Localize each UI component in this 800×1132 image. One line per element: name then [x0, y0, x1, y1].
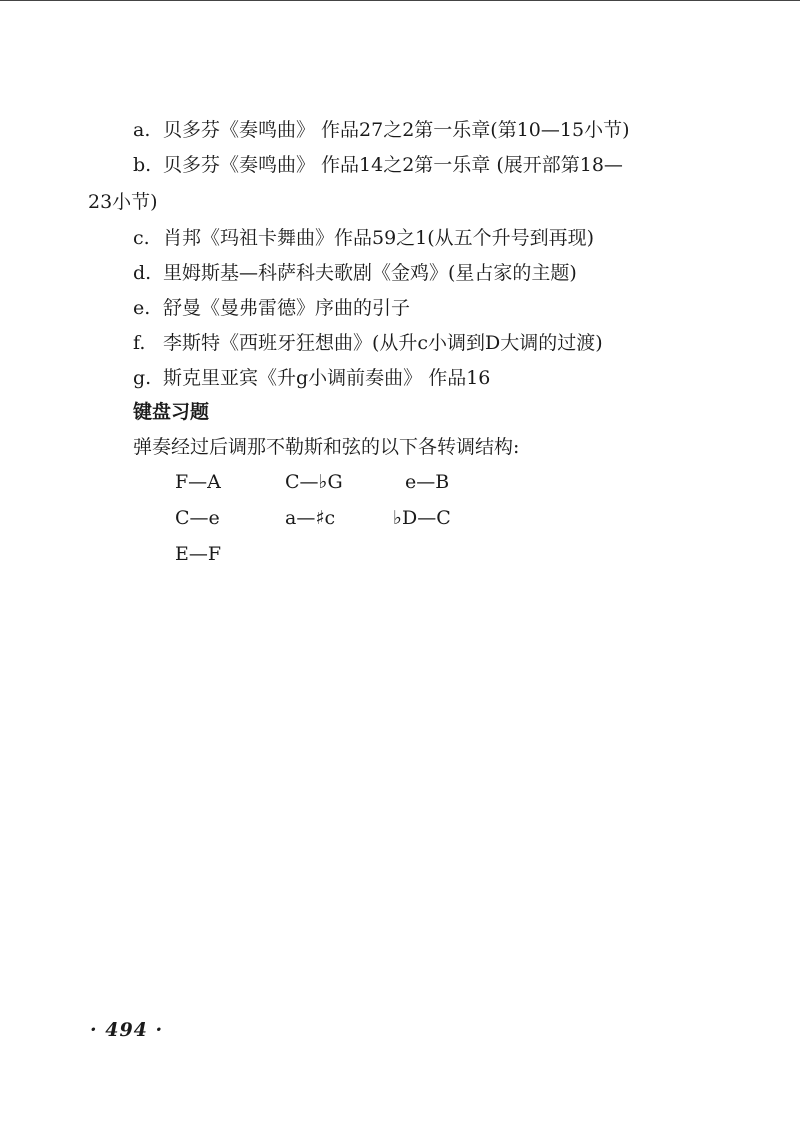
item-marker: f. [133, 332, 146, 354]
list-item-b-continuation [88, 190, 158, 214]
item-text: 李斯特《西班牙狂想曲》(从升c小调到D大调的过渡) [163, 332, 603, 354]
list-item-a [133, 118, 630, 142]
item-marker: e. [133, 297, 151, 319]
list-item-d [133, 261, 577, 285]
item-text: 斯克里亚宾《升g小调前奏曲》 作品16 [163, 367, 491, 389]
exercise-item: F—A [175, 471, 221, 493]
item-text: 舒曼《曼弗雷德》序曲的引子 [163, 297, 411, 319]
list-item-e [133, 296, 410, 320]
item-marker: a. [133, 119, 151, 141]
page-number: · 494 · [90, 1019, 164, 1041]
exercise-item: C—e [175, 507, 220, 529]
item-marker: c. [133, 227, 150, 249]
exercise-item: ♭D—C [393, 507, 451, 529]
list-item-g [133, 366, 490, 390]
top-border [0, 0, 800, 1]
item-marker: d. [133, 262, 152, 284]
exercise-item: C—♭G [285, 471, 343, 493]
exercise-item: a—♯c [285, 507, 336, 529]
list-item-f [133, 331, 603, 355]
item-marker: g. [133, 367, 152, 389]
exercise-item: E—F [175, 543, 222, 565]
item-text: 贝多芬《奏鸣曲》 作品27之2第一乐章(第10—15小节) [163, 119, 630, 141]
section-heading: 键盘习题 [133, 401, 210, 423]
list-item-c [133, 226, 594, 250]
exercise-item: e—B [405, 471, 450, 493]
item-marker: b. [133, 154, 152, 176]
item-text: 肖邦《玛祖卡舞曲》作品59之1(从五个升号到再现) [163, 227, 595, 249]
list-item-b [133, 153, 623, 177]
item-text: 贝多芬《奏鸣曲》 作品14之2第一乐章 (展开部第18— [163, 154, 623, 176]
item-text: 23小节) [88, 191, 158, 213]
item-text: 里姆斯基—科萨科夫歌剧《金鸡》(星占家的主题) [163, 262, 577, 284]
section-instruction: 弹奏经过后调那不勒斯和弦的以下各转调结构: [133, 436, 520, 458]
